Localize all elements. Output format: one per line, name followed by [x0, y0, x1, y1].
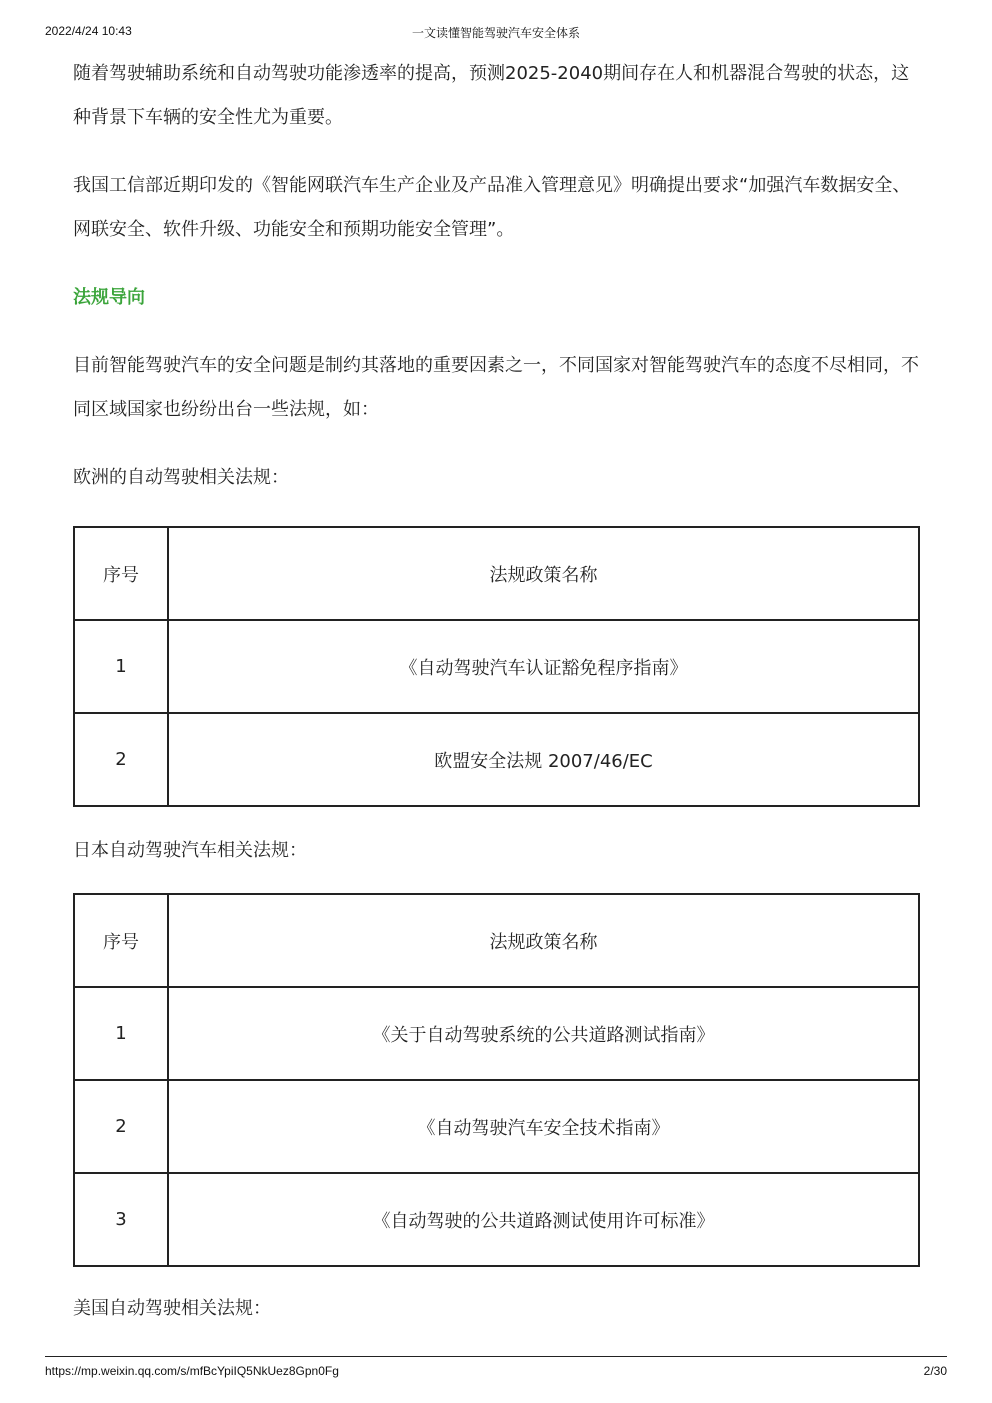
table-cell-index: 3 — [74, 1173, 168, 1266]
paragraph-mixed-driving: 随着驾驶辅助系统和自动驾驶功能渗透率的提高，预测2025-2040期间存在人和机器混合驾驶的状态，这种背景下车辆的安全性尤为重要。 — [73, 63, 910, 128]
table-row — [74, 1173, 919, 1266]
table-cell-name: 《自动驾驶汽车认证豁免程序指南》 — [168, 620, 919, 713]
table-cell-name: 《关于自动驾驶系统的公共道路测试指南》 — [168, 987, 919, 1080]
print-page-title: 一文读懂智能驾驶汽车安全体系 — [411, 26, 580, 40]
table-header-name: 法规政策名称 — [168, 894, 919, 987]
paragraph-regulation-intro: 目前智能驾驶汽车的安全问题是制约其落地的重要因素之一，不同国家对智能驾驶汽车的态度不尽相同，不同区域国家也纷纷出台一些法规，如： — [73, 355, 919, 420]
paragraph-miit-opinion: 我国工信部近期印发的《智能网联汽车生产企业及产品准入管理意见》明确提出要求“加强汽车数据安全、网联安全、软件升级、功能安全和预期功能安全管理”。 — [73, 175, 911, 240]
table-row — [74, 987, 919, 1080]
table-header-index: 序号 — [74, 527, 168, 620]
us-regulations-label: 美国自动驾驶相关法规： — [73, 1298, 271, 1319]
table-cell-index: 2 — [74, 1080, 168, 1173]
table-cell-index: 1 — [74, 620, 168, 713]
jp-regulations-label: 日本自动驾驶汽车相关法规： — [73, 840, 307, 861]
table-cell-index: 2 — [74, 713, 168, 806]
table-cell-name: 欧盟安全法规 2007/46/EC — [168, 713, 919, 806]
article-body — [73, 52, 921, 1331]
source-url: https://mp.weixin.qq.com/s/mfBcYpiIQ5NkUez8Gpn0Fg — [45, 1364, 339, 1378]
page-number: 2/30 — [923, 1364, 947, 1378]
table-row — [74, 1080, 919, 1173]
section-heading-regulations: 法规导向 — [73, 287, 145, 308]
table-cell-name: 《自动驾驶的公共道路测试使用许可标准》 — [168, 1173, 919, 1266]
print-footer — [45, 1356, 947, 1381]
print-header — [45, 24, 947, 42]
table-cell-index: 1 — [74, 987, 168, 1080]
table-header-row — [74, 894, 919, 987]
table-cell-name: 《自动驾驶汽车安全技术指南》 — [168, 1080, 919, 1173]
eu-regulations-table — [73, 526, 920, 807]
table-header-row — [74, 527, 919, 620]
table-row — [74, 620, 919, 713]
eu-regulations-label: 欧洲的自动驾驶相关法规： — [73, 467, 289, 488]
table-header-name: 法规政策名称 — [168, 527, 919, 620]
jp-regulations-table — [73, 893, 920, 1267]
print-datetime: 2022/4/24 10:43 — [45, 24, 132, 38]
table-row — [74, 713, 919, 806]
table-header-index: 序号 — [74, 894, 168, 987]
